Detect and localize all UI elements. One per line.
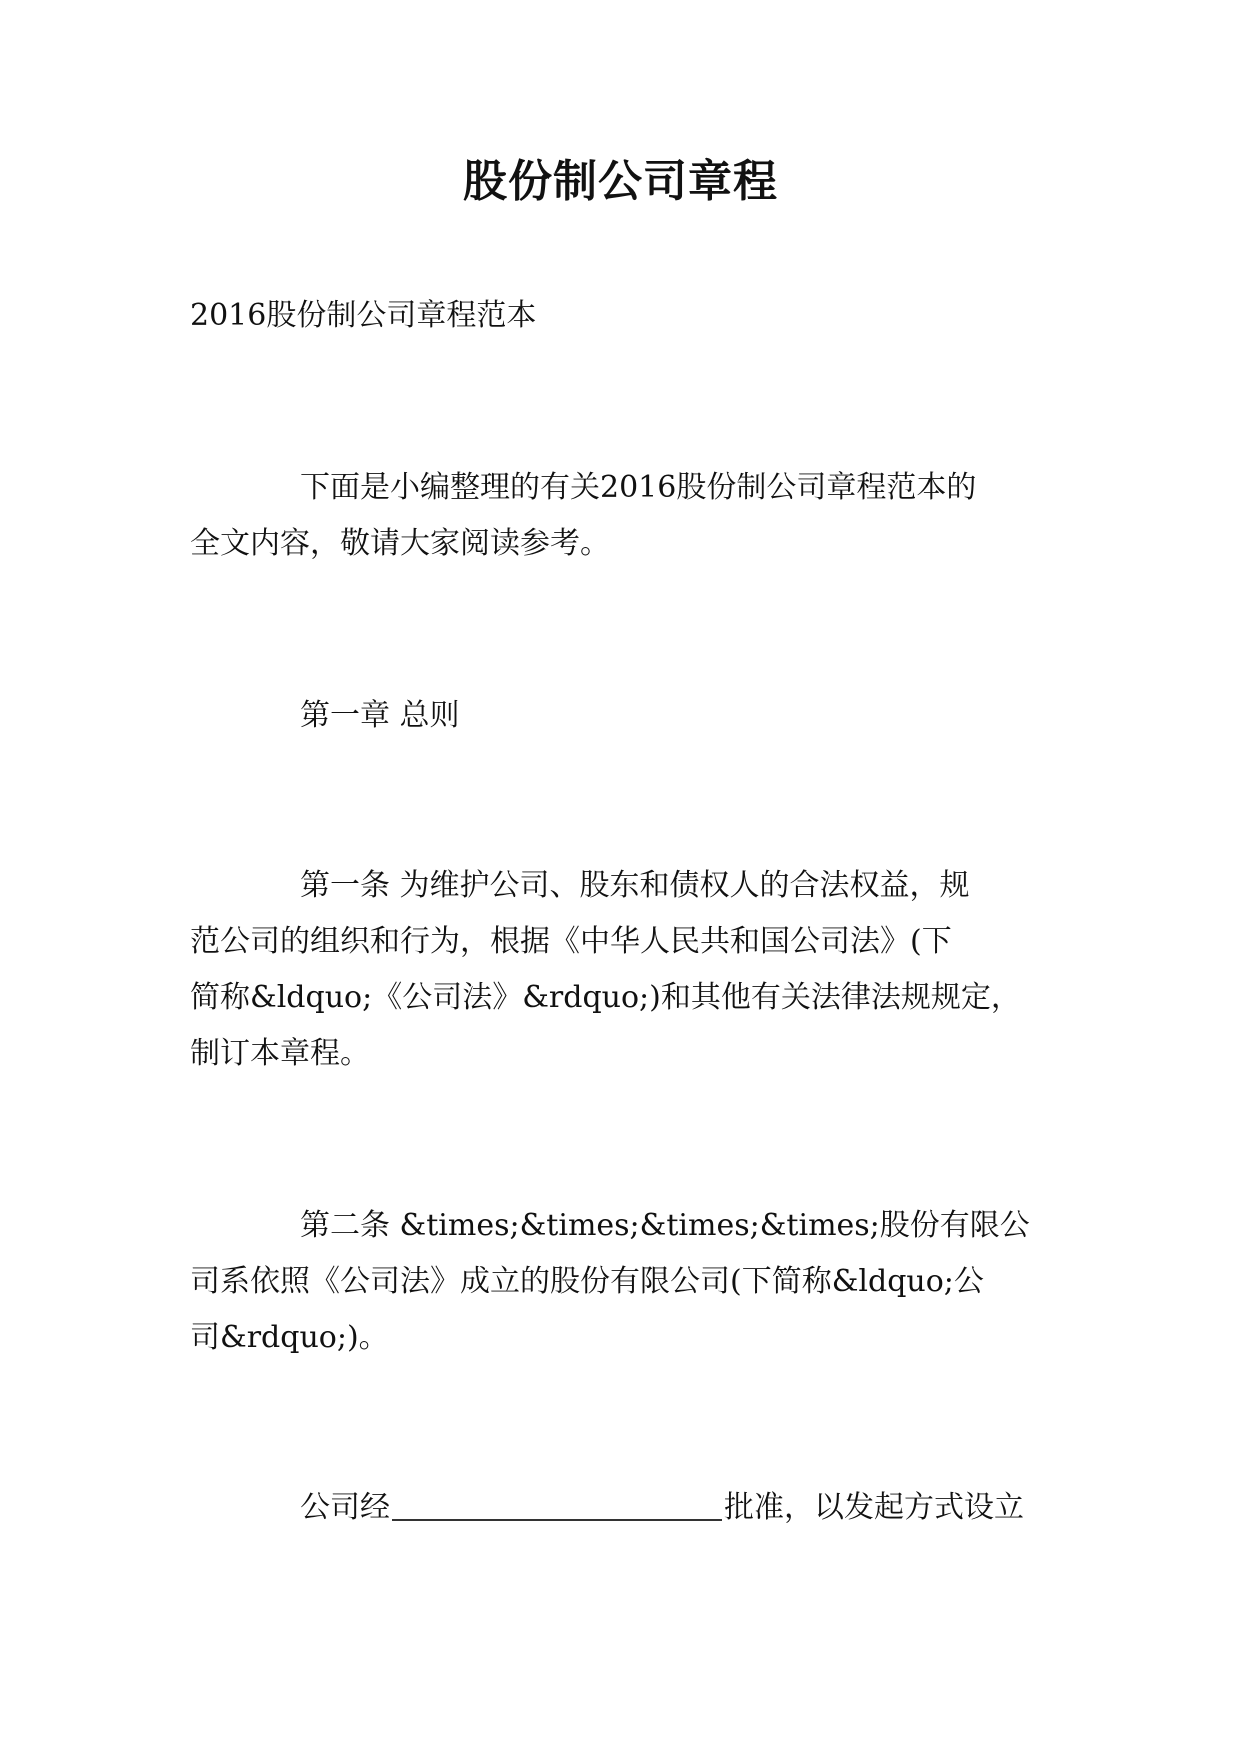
article1-line-4: 制订本章程。: [190, 1036, 370, 1071]
intro-line-1: 下面是小编整理的有关2016股份制公司章程范本的: [300, 470, 977, 505]
document-title: 股份制公司章程: [463, 156, 778, 207]
article2-line-1: 第二条 &times;&times;&times;&times;股份有限公: [300, 1208, 1030, 1243]
approval-prefix: 公司经: [300, 1490, 390, 1525]
article1-line-3: 简称&ldquo;《公司法》&rdquo;)和其他有关法律法规规定，: [190, 980, 1021, 1015]
document-subtitle: 2016股份制公司章程范本: [190, 298, 537, 333]
article1-line-1: 第一条 为维护公司、股东和债权人的合法权益，规: [300, 868, 970, 903]
chapter-heading: 第一章 总则: [300, 698, 460, 733]
approval-blank-field: [392, 1491, 722, 1521]
article2-line-3: 司&rdquo;)。: [190, 1320, 389, 1355]
article2-line-2: 司系依照《公司法》成立的股份有限公司(下简称&ldquo;公: [190, 1264, 984, 1299]
approval-line: [300, 1488, 1024, 1528]
approval-suffix: 批准，以发起方式设立: [724, 1490, 1024, 1525]
intro-line-2: 全文内容，敬请大家阅读参考。: [190, 526, 610, 561]
article1-line-2: 范公司的组织和行为，根据《中华人民共和国公司法》(下: [190, 924, 952, 959]
